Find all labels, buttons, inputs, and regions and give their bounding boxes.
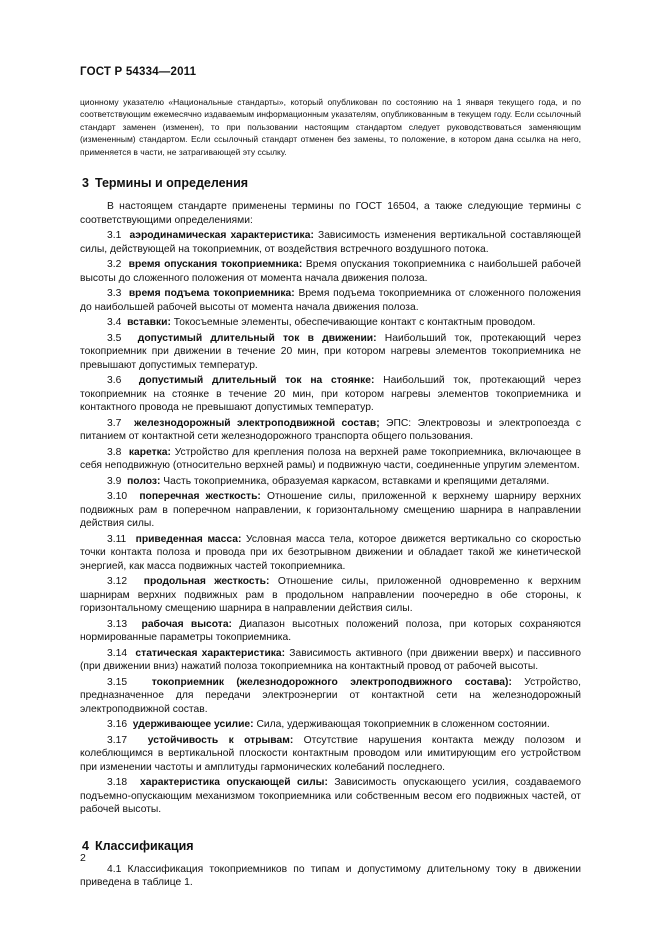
term-name: вставки: [127,317,171,329]
page-number: 2 [80,852,86,864]
term-name: устойчивость к отрывам: [147,734,294,746]
term-definition [80,647,581,674]
intro-paragraph: ционному указателю «Национальные стандарты», который опубликован по состоянию на 1 января текущего года, и по соответствующим ежемесячно издаваемым информационным указателям, опубликованным в текущем году. Если ссылочный стандарт заменен (изменен), то при пользовании настоящим стандартом следует руководствоваться заменяющим (измененным) стандартом. Если ссылочный стандарт отменен без замены, то положение, в котором дана ссылка на него, применяется в части, не затрагивающей эту ссылку. [80,97,581,157]
term-number: 3.16 [107,719,128,731]
term-name: продольная жесткость: [143,576,270,588]
term-name: токоприемник (железнодорожного электроподвижного состава): [151,676,512,688]
term-number: 3.8 [107,446,122,458]
document-header: ГОСТ Р 54334—2011 [80,66,197,78]
term-text: Наибольший ток, протекающий через токоприемник на стоянке в течение 20 мин, при котором нагревы элементов токоприемника и контактного провода не превышают допустимых температур. [80,375,581,414]
term-text: ЭПС: Электровозы и электропоезда с питанием от контактной сети железнодорожного транспорта общего пользования. [80,417,581,443]
term-number: 3.1 [107,230,122,242]
term-name: допустимый длительный ток на стоянке: [138,375,375,387]
term-definition [80,718,581,732]
term-definition [80,676,581,717]
term-name: каретка: [128,446,171,458]
term-name: аэродинамическая характеристика: [129,230,314,242]
term-text: Токосъемные элементы, обеспечивающие контакт с контактным проводом. [173,317,536,329]
section-4-paragraph: 4.1 Классификация токоприемников по типам и допустимому длительному току в движении приведена в таблице 1. [80,863,581,889]
term-name: удерживающее усилие: [132,719,254,731]
term-definition [80,446,581,473]
term-text: Устройство для крепления полоза на верхней раме токоприемника, включающее в себя неподвижную (относительно верхней рамы) и подвижную части, соединенные упругим элементом. [80,446,581,472]
term-text: Отношение силы, приложенной к верхнему шарниру верхних подвижных рам в поперечном направлении, к горизонтальному смещению шарнира в направлении действия силы. [80,491,581,530]
term-definition [80,575,581,616]
term-text: Время подъема токоприемника от сложенного положения до наибольшей рабочей высоты от момента начала движения полоза. [80,288,581,313]
term-name: время опускания токоприемника: [128,259,303,271]
term-text: Часть токоприемника, образуемая каркасом, вставками и крепящими деталями. [163,475,550,487]
term-text: Время опускания токоприемника с наибольшей рабочей высоты до сложенного положения от момента начала движения полоза. [80,259,581,284]
section-title: Термины и определения [94,176,249,191]
term-text: Зависимость изменения вертикальной составляющей силы, действующей на токоприемник, от воздействия встречного воздушного потока. [80,230,581,255]
term-number: 3.3 [107,288,122,300]
section-number: 4 [82,838,89,853]
term-definition [80,332,581,373]
section-3-heading [80,176,581,190]
term-text: Устройство, предназначенное для передачи электроэнергии от контактной сети на железнодорожный электроподвижной состав. [80,676,581,715]
term-definition [80,287,581,314]
term-definition [80,734,581,775]
term-definition [80,533,581,574]
term-number: 3.4 [107,317,122,329]
page-content [80,96,581,892]
section-number: 3 [82,176,89,191]
term-name: поперечная жесткость: [139,491,261,503]
terms-list [80,229,581,817]
term-name: статическая характеристика: [135,647,286,659]
term-name: допустимый длительный ток в движении: [137,332,377,344]
term-number: 3.14 [107,647,128,659]
term-name: рабочая высота: [141,618,232,630]
term-name: полоз: [127,475,161,487]
term-number: 3.15 [107,676,128,688]
term-text: Условная масса тела, которое движется вертикально со скоростью точки контакта полоза и провода при их безотрывном движении и обладает такой же кинетической энергией, как масса подвижных частей токоприемника. [80,533,581,572]
term-definition [80,618,581,645]
term-name: время подъема токоприемника: [128,288,295,300]
term-definition [80,258,581,285]
term-number: 3.7 [107,417,122,429]
term-number: 3.10 [107,491,128,503]
term-number: 3.13 [107,618,128,630]
term-number: 3.5 [107,332,122,344]
term-text: Отношение силы, приложенной одновременно к верхним шарнирам верхних подвижных рам в продольном направлении поочередно в обе стороны, к горизонтальному смещению шарнира в направлении действия силы. [80,576,581,615]
term-definition [80,374,581,415]
term-number: 3.11 [107,533,127,545]
term-number: 3.2 [107,259,122,271]
term-definition [80,490,581,531]
section-4-heading [80,839,581,853]
term-definition [80,316,581,330]
term-definition [80,776,581,817]
term-text: Наибольший ток, протекающий через токоприемник при движении в течение 20 мин, при котором нагревы элементов токоприемника не превышают допустимых температур. [80,332,581,371]
term-number: 3.17 [107,734,128,746]
section-title: Классификация [94,838,194,853]
term-name: железнодорожный электроподвижной состав; [134,417,380,429]
term-text: Зависимость опускающего усилия, создаваемого подъемно-опускающим механизмом токоприемника или собственным весом его подвижных частей, от рабочей высоты. [80,777,581,816]
term-text: Диапазон высотных положений полоза, при которых сохраняются нормированные параметры токоприемника. [80,618,581,644]
term-definition [80,229,581,256]
term-definition [80,475,581,489]
term-text: Сила, удерживающая токоприемник в сложенном состоянии. [256,719,550,731]
term-number: 3.6 [107,375,122,387]
term-number: 3.9 [107,475,122,487]
term-number: 3.12 [107,576,128,588]
term-definition [80,417,581,444]
term-name: характеристика опускающей силы: [140,777,328,789]
term-text: Зависимость активного (при движении вверх) и пассивного (при движении вниз) нажатий полоза токоприемника на контактный провод от рабочей высоты. [80,647,581,673]
term-number: 3.18 [107,777,128,789]
section-3-lead: В настоящем стандарте применены термины по ГОСТ 16504, а также следующие термины с соответствующими определениями: [80,201,581,226]
term-text: Отсутствие нарушения контакта между полозом и колеблющимся в вертикальной плоскости контактным проводом или имитирующим его устройством при изменении частоты и амплитуды гармонических колебаний последнего. [80,734,581,773]
term-name: приведенная масса: [135,533,242,545]
